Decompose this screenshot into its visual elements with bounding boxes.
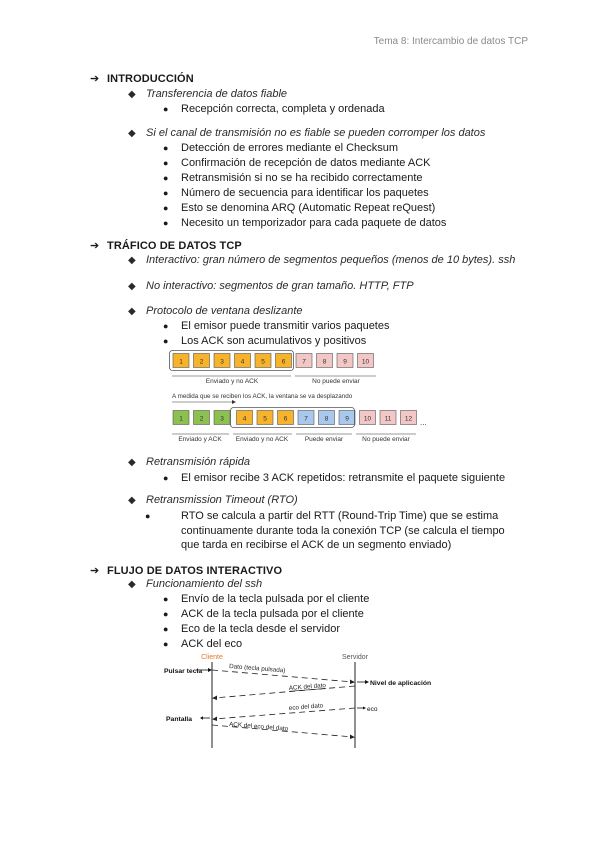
section-heading-flujo: ➔ FLUJO DE DATOS INTERACTIVO	[90, 565, 283, 577]
trafico-ventana: ◆ Protocolo de ventana deslizante	[128, 305, 303, 317]
segment-number: 2	[199, 358, 204, 366]
sliding-window-diagram	[0, 346, 600, 446]
segment-number: 11	[384, 415, 392, 423]
pulsar-arrow-head	[208, 668, 212, 672]
diamond-bullet-icon: ◆	[128, 89, 136, 100]
nivel-arrow-head	[365, 680, 369, 684]
list-item: ● Eco de la tecla desde el servidor	[163, 623, 340, 635]
list-item: ● Los ACK son acumulativos y positivos	[163, 335, 367, 347]
list-item: ● Confirmación de recepción de datos mediante ACK	[163, 157, 431, 169]
segment-number: 2	[199, 415, 204, 423]
dot-bullet-icon: ●	[163, 473, 169, 483]
segment-number: 7	[302, 358, 306, 366]
list-item: ● Envío de la tecla pulsada por el cliente	[163, 593, 370, 605]
servidor-label: Servidor	[341, 654, 369, 661]
trafico-rapida: ◆ Retransmisión rápida	[128, 456, 250, 468]
list-item: ● Recepción correcta, completa y ordenada	[163, 103, 385, 115]
dot-bullet-icon: ●	[163, 218, 169, 228]
dot-bullet-icon: ●	[163, 158, 169, 168]
list-item: ● Detección de errores mediante el Checksum	[163, 142, 399, 154]
dot-bullet-icon: ●	[163, 594, 169, 604]
diamond-bullet-icon: ◆	[128, 255, 136, 266]
segment-number: 1	[179, 358, 183, 366]
pantalla-label: Pantalla	[166, 716, 193, 723]
ssh-sequence-diagram	[0, 650, 600, 755]
segment-number: 4	[240, 358, 245, 366]
caption-arrow-head	[232, 400, 236, 404]
dot-bullet-icon: ●	[163, 104, 169, 114]
row2-ellipsis: ...	[420, 418, 427, 427]
segment-number: 9	[343, 358, 347, 366]
dot-bullet-icon: ●	[163, 203, 169, 213]
list-item: ● ACK del eco	[163, 638, 243, 650]
segment-number: 3	[220, 358, 224, 366]
window-caption: A medida que se reciben los ACK, la ventana se va desplazando	[172, 393, 353, 400]
segment-number: 4	[242, 415, 247, 423]
pantalla-arrow-head	[200, 716, 203, 719]
row1-boxes	[173, 354, 374, 368]
section-heading-trafico: ➔ TRÁFICO DE DATOS TCP	[90, 240, 242, 252]
dot-bullet-icon: ●	[163, 609, 169, 619]
pulsar-tecla-label: Pulsar tecla	[164, 668, 203, 675]
segment-number: 5	[263, 415, 267, 423]
dot-bullet-icon: ●	[163, 188, 169, 198]
row2-label-can: Puede enviar	[304, 436, 344, 443]
row2-label-sent: Enviado y no ACK	[235, 436, 289, 443]
msg1-arrow-head	[350, 680, 355, 685]
row1-label-cannot: No puede enviar	[312, 378, 360, 385]
dot-bullet-icon: ●	[163, 173, 169, 183]
list-item: ● ACK de la tecla pulsada por el cliente	[163, 608, 364, 620]
diamond-bullet-icon: ◆	[128, 579, 136, 590]
intro-sub-reliable: ◆ Transferencia de datos fiable	[128, 88, 288, 100]
diamond-bullet-icon: ◆	[128, 281, 136, 292]
flujo-ssh: ◆ Funcionamiento del ssh	[128, 578, 263, 590]
dot-bullet-icon: ●	[163, 143, 169, 153]
list-item: ● Número de secuencia para identificar los paquetes	[163, 187, 429, 199]
arrow-icon: ➔	[90, 240, 100, 252]
list-item: ● Retransmisión si no se ha recibido correctamente	[163, 172, 423, 184]
row2-boxes	[173, 411, 417, 425]
msg2-arrow-head	[212, 696, 217, 701]
trafico-no-interactivo: ◆ No interactivo: segmentos de gran tamaño. HTTP, FTP	[128, 280, 414, 292]
row2-label-cannot: No puede enviar	[362, 436, 410, 443]
document-header: Tema 8: Intercambio de datos TCP	[373, 36, 528, 47]
segment-number: 3	[220, 415, 224, 423]
trafico-interactivo: ◆ Interactivo: gran número de segmentos pequeños (menos de 10 bytes). ssh	[128, 254, 516, 266]
dot-bullet-icon: ●	[163, 639, 169, 649]
segment-number: 12	[404, 415, 413, 423]
dot-bullet-icon: ●	[145, 511, 151, 521]
msg2-label: ACK del dato	[288, 682, 327, 692]
list-item: ● RTO se calcula a partir del RTT (Round-Trip Time) que se estima continuamente durante toda la conexión TCP (se calcula el tiempo que tarda en recibirse el ACK de un segmento enviado)	[145, 510, 505, 551]
msg3-label: eco del dato	[288, 702, 324, 712]
list-item: ● El emisor puede transmitir varios paquetes	[163, 320, 390, 332]
msg4-label: ACK del eco del dato	[228, 721, 289, 733]
segment-number: 7	[304, 415, 308, 423]
segment-number: 10	[361, 358, 370, 366]
msg2-line	[214, 686, 355, 698]
nivel-label: Nivel de aplicación	[370, 680, 432, 687]
segment-number: 10	[363, 415, 372, 423]
diamond-bullet-icon: ◆	[128, 128, 136, 139]
list-item: ● Necesito un temporizador para cada paquete de datos	[163, 217, 447, 229]
diamond-bullet-icon: ◆	[128, 457, 136, 468]
list-item: ● El emisor recibe 3 ACK repetidos: retransmite el paquete siguiente	[163, 472, 506, 484]
dot-bullet-icon: ●	[163, 336, 169, 346]
dot-bullet-icon: ●	[163, 321, 169, 331]
eco-right-label: eco	[367, 706, 378, 713]
eco-arrow-head	[363, 707, 366, 710]
segment-number: 6	[281, 358, 286, 366]
diamond-bullet-icon: ◆	[128, 306, 136, 317]
list-item: ● Esto se denomina ARQ (Automatic Repeat reQuest)	[163, 202, 436, 214]
trafico-rto: ◆ Retransmission Timeout (RTO)	[128, 494, 298, 506]
dot-bullet-icon: ●	[163, 624, 169, 634]
segment-number: 6	[283, 415, 288, 423]
segment-number: 8	[322, 358, 327, 366]
row2-label-acked: Enviado y ACK	[178, 436, 222, 443]
segment-number: 5	[261, 358, 265, 366]
segment-number: 8	[324, 415, 329, 423]
intro-sub-unreliable: ◆ Si el canal de transmisión no es fiable se pueden corromper los datos	[128, 127, 486, 139]
msg4-arrow-head	[350, 735, 355, 740]
section-heading-intro: ➔ INTRODUCCIÓN	[90, 73, 194, 85]
cliente-label: Cliente	[201, 654, 223, 661]
arrow-icon: ➔	[90, 73, 100, 85]
segment-number: 1	[179, 415, 183, 423]
segment-number: 9	[345, 415, 349, 423]
arrow-icon: ➔	[90, 565, 100, 577]
row1-label-sent: Enviado y no ACK	[205, 378, 259, 385]
diamond-bullet-icon: ◆	[128, 495, 136, 506]
msg3-line	[214, 708, 355, 719]
msg1-label: Dato (tecla pulsada)	[228, 663, 286, 675]
msg3-arrow-head	[212, 717, 217, 722]
